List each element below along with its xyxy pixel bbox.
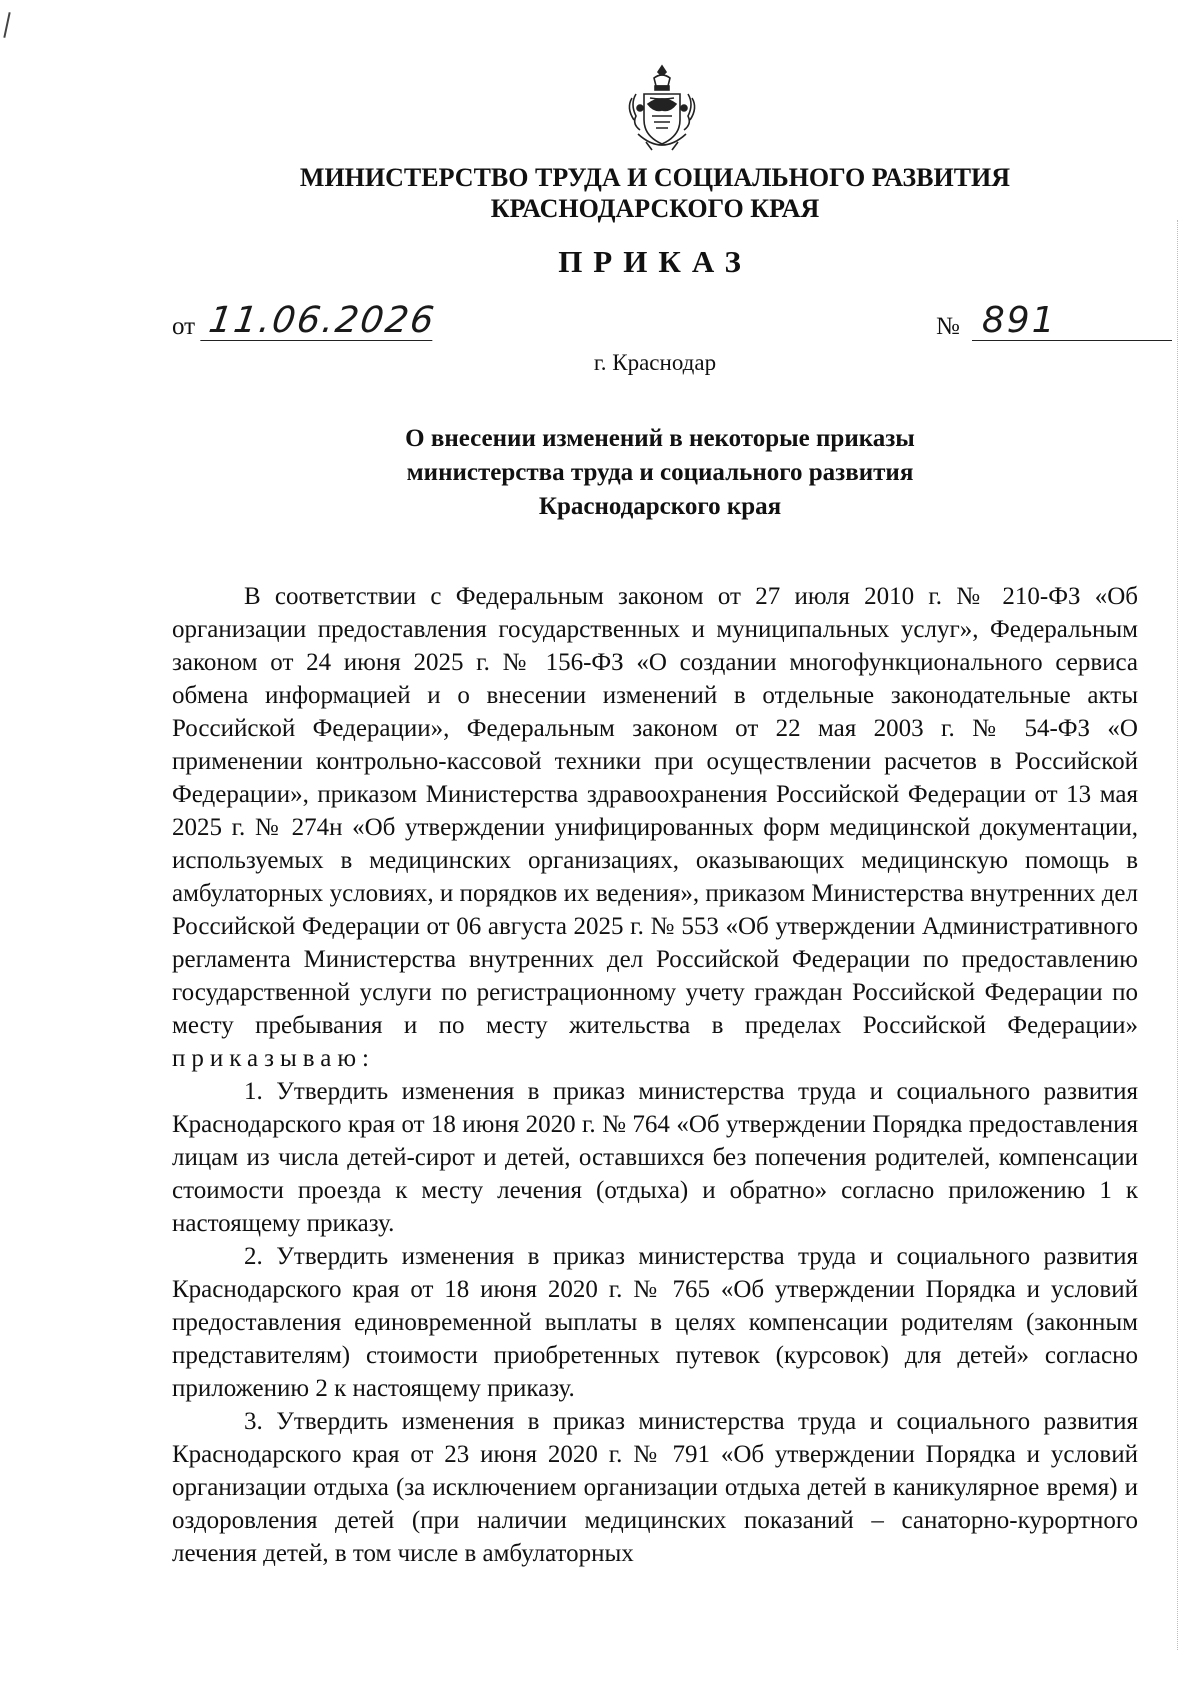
ministry-name-line-2: КРАСНОДАРСКОГО КРАЯ [490, 194, 820, 223]
krasnodar-coat-of-arms-icon [622, 64, 702, 156]
document-subject [0, 422, 1200, 524]
number-handwritten-value: 891 [972, 302, 1172, 341]
date-handwritten-value: 11.06.2026 [200, 302, 438, 341]
subject-line-2: министерства труда и социального развития [406, 459, 914, 486]
order-item-3: 3. Утвердить изменения в приказ министерства труда и социального развития Краснодарского края от 23 июня 2020 г. № 791 «Об утверждении Порядка и условий организации отдыха (за исключением организации отдыха детей в каникулярное время) и оздоровления детей (при наличии медицинских показаний – санаторно-курортного лечения детей, в том числе в амбулаторных [172, 1408, 1138, 1567]
document-date [172, 300, 439, 341]
document-type-title: ПРИКАЗ [558, 244, 752, 279]
document-body [172, 580, 1138, 1570]
subject-line-1: О внесении изменений в некоторые приказы [405, 425, 915, 452]
order-item-2: 2. Утвердить изменения в приказ министерства труда и социального развития Краснодарского края от 18 июня 2020 г. № 765 «Об утверждении Порядка и условий предоставления единовременной выплаты в целях компенсации родителям (законным представителям) стоимости приобретенных путевок (курсовок) для детей» согласно приложению 2 к настоящему приказу. [172, 1243, 1138, 1402]
number-prefix: № [936, 313, 960, 340]
date-prefix: от [172, 313, 196, 340]
preamble-paragraph [172, 580, 1138, 1075]
preamble-text: В соответствии с Федеральным законом от 27 июля 2010 г. № 210-ФЗ «Об организации предоставления государственных и муниципальных услуг», Федеральным законом от 24 июня 2025 г. № 156-ФЗ «О создании многофункционального сервиса обмена информацией и о внесении изменений в отдельные законодательные акты Российской Федерации», Федеральным законом от 22 мая 2003 г. № 54-ФЗ «О применении контрольно-кассовой техники при осуществлении расчетов в Российской Федерации», приказом Министерства здравоохранения Российской Федерации от 13 мая 2025 г. № 274н «Об утверждении унифицированных форм медицинской документации, используемых в медицинских организациях, оказывающих медицинскую помощь в амбулаторных условиях, и порядков их ведения», приказом Министерства внутренних дел Российской Федерации от 06 августа 2025 г. № 553 «Об утверждении Административного регламента Министерства внутренних дел Российской Федерации по предоставлению государственной услуги по регистрационному учету граждан Российской Федерации по месту пребывания и по месту жительства в пределах Российской Федерации» [172, 583, 1138, 1039]
ministry-name [0, 162, 1200, 224]
document-city: г. Краснодар [593, 350, 717, 375]
preamble-verb: приказываю: [172, 1045, 375, 1072]
order-item-1: 1. Утвердить изменения в приказ министерства труда и социального развития Краснодарского края от 18 июня 2020 г. № 764 «Об утверждении Порядка предоставления лицам из числа детей-сирот и детей, оставшихся без попечения родителей, компенсации стоимости проезда к месту лечения (отдыха) и обратно» согласно приложению 1 к настоящему приказу. [172, 1078, 1138, 1237]
ministry-name-line-1: МИНИСТЕРСТВО ТРУДА И СОЦИАЛЬНОГО РАЗВИТИЯ [299, 163, 1011, 192]
document-number [936, 302, 1172, 341]
pen-mark [3, 12, 10, 38]
subject-line-3: Краснодарского края [538, 493, 782, 520]
